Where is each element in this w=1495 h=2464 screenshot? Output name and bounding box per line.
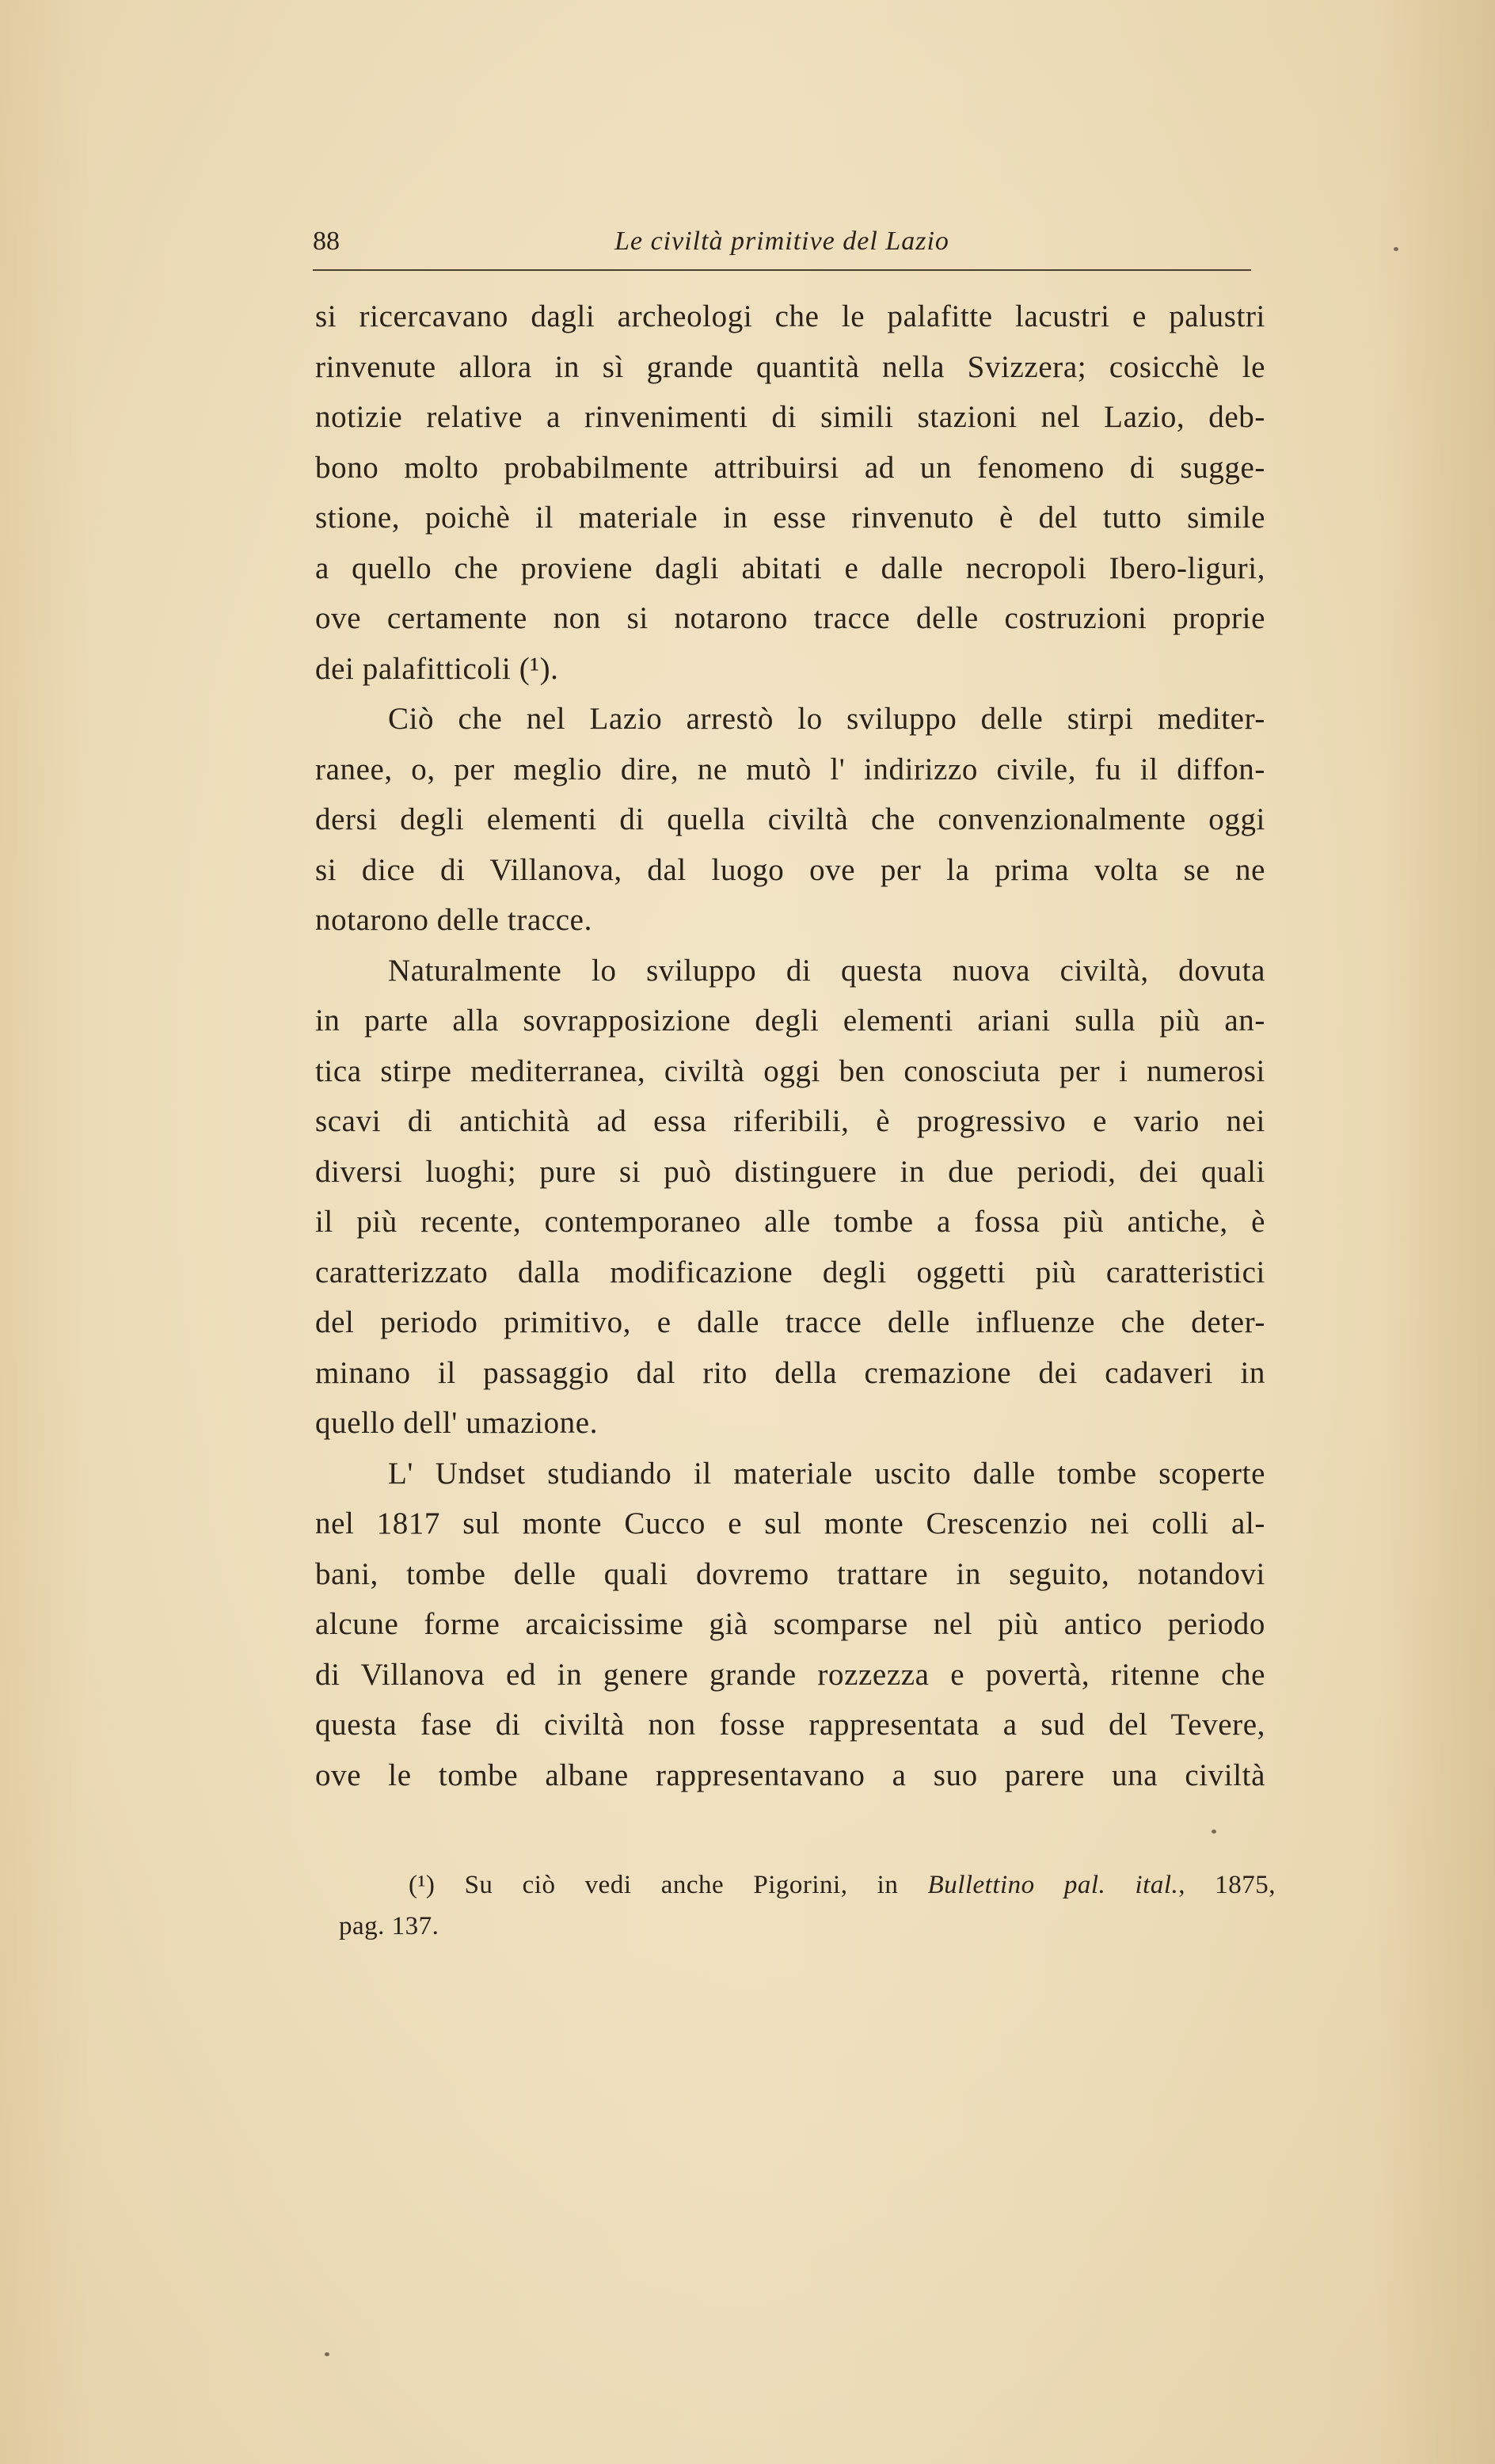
footnote-journal-title: Bullettino pal. ital.	[927, 1871, 1179, 1899]
footnote	[339, 1864, 1276, 1947]
text-line: si dice di Villanova, dal luogo ove per la prima volta se ne	[315, 852, 1265, 887]
page-number: 88	[313, 227, 340, 256]
text-line: questa fase di civiltà non fosse rappresentata a sud del Tevere,	[315, 1708, 1265, 1742]
footnote-text: (¹) Su ciò vedi anche Pigorini, in	[409, 1871, 928, 1899]
text-line: scavi di antichità ad essa riferibili, è progressivo e vario nei	[315, 1104, 1265, 1138]
text-line: di Villanova ed in genere grande rozzezza e povertà, ritenne che	[315, 1657, 1265, 1692]
text-line: in parte alla sovrapposizione degli elementi ariani sulla più an-	[315, 1003, 1265, 1038]
text-line: bono molto probabilmente attribuirsi ad un fenomeno di sugge-	[315, 450, 1265, 485]
body-text	[315, 291, 1265, 1800]
text-line: del periodo primitivo, e dalle tracce delle influenze che deter-	[315, 1305, 1265, 1339]
text-line: dersi degli elementi di quella civiltà che convenzionalmente oggi	[315, 802, 1265, 836]
text-line: si ricercavano dagli archeologi che le palafitte lacustri e palustri	[315, 299, 1265, 333]
text-line: alcune forme arcaicissime già scomparse nel più antico periodo	[315, 1607, 1265, 1641]
text-line: diversi luoghi; pure si può distinguere in due periodi, dei quali	[315, 1154, 1265, 1189]
text-line: ranee, o, per meglio dire, ne mutò l' indirizzo civile, fu il diffon-	[315, 752, 1265, 786]
text-line: Ciò che nel Lazio arrestò lo sviluppo delle stirpi mediter-	[388, 702, 1265, 736]
text-line: a quello che proviene dagli abitati e dalle necropoli Ibero-liguri,	[315, 550, 1265, 585]
text-line: dei palafitticoli (¹).	[315, 651, 559, 686]
footnote-text: , 1875,	[1178, 1871, 1276, 1899]
running-title: Le civiltà primitive del Lazio	[614, 227, 949, 256]
text-line: ove certamente non si notarono tracce delle costruzioni proprie	[315, 601, 1265, 635]
running-header	[313, 223, 1251, 271]
text-line: notarono delle tracce.	[315, 903, 592, 937]
text-line: caratterizzato dalla modificazione degli oggetti più caratteristici	[315, 1255, 1265, 1289]
text-line: stione, poichè il materiale in esse rinvenuto è del tutto simile	[315, 501, 1265, 535]
text-line: quello dell' umazione.	[315, 1406, 599, 1440]
paper-speck	[1212, 1830, 1216, 1834]
footnote-line	[339, 1864, 1276, 1906]
text-line: Naturalmente lo sviluppo di questa nuova civiltà, dovuta	[388, 953, 1265, 988]
text-line: tica stirpe mediterranea, civiltà oggi ben conosciuta per i numerosi	[315, 1053, 1265, 1088]
paper-speck	[325, 2352, 329, 2356]
text-line: bani, tombe delle quali dovremo trattare in seguito, notandovi	[315, 1556, 1265, 1591]
paper-speck	[1394, 247, 1398, 251]
text-line: rinvenute allora in sì grande quantità nella Svizzera; cosicchè le	[315, 349, 1265, 384]
text-line: minano il passaggio dal rito della cremazione dei cadaveri in	[315, 1355, 1265, 1390]
text-line: L' Undset studiando il materiale uscito dalle tombe scoperte	[388, 1456, 1265, 1491]
text-line: ove le tombe albane rappresentavano a suo parere una civiltà	[315, 1758, 1265, 1792]
footnote-line: pag. 137.	[339, 1912, 439, 1940]
text-line: nel 1817 sul monte Cucco e sul monte Crescenzio nei colli al-	[315, 1506, 1265, 1540]
text-line: il più recente, contemporaneo alle tombe a fossa più antiche, è	[315, 1205, 1265, 1239]
text-line: notizie relative a rinvenimenti di simili stazioni nel Lazio, deb-	[315, 400, 1265, 434]
